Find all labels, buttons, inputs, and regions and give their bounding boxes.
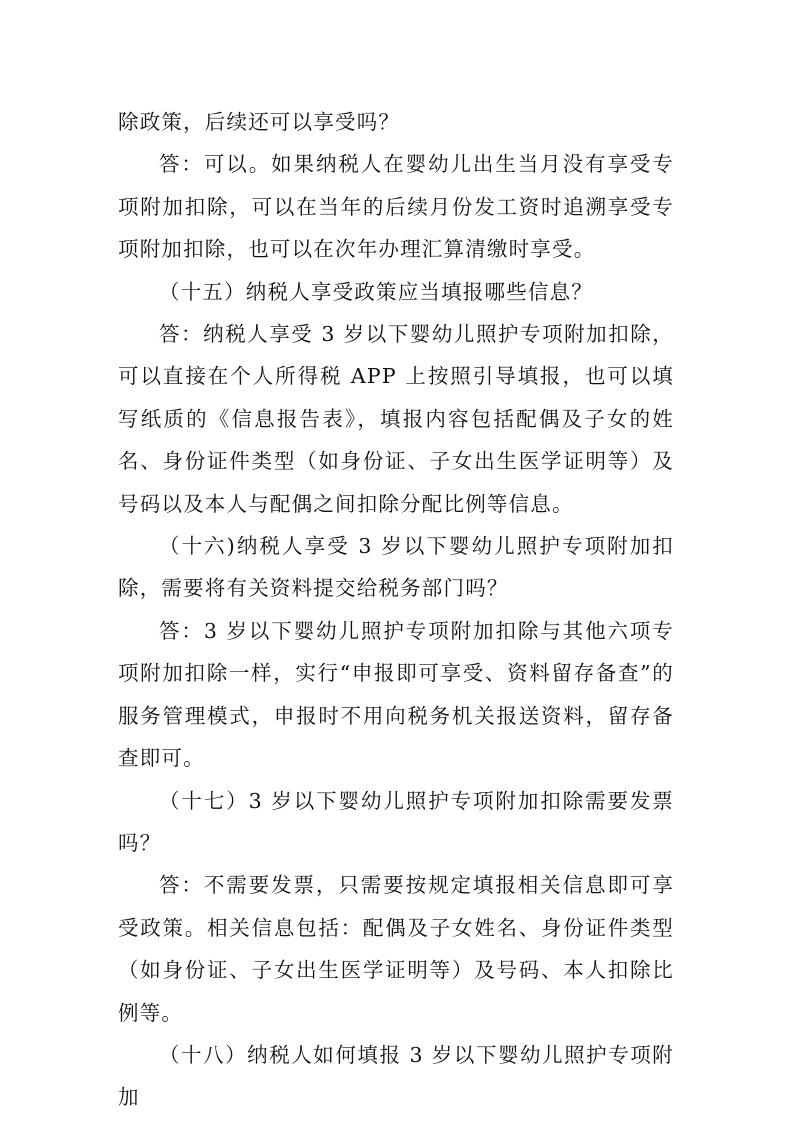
document-page [118, 101, 674, 1119]
question-heading-18: （十八）纳税人如何填报 3 岁以下婴幼儿照护专项附加 [118, 1042, 674, 1110]
question-heading-17: （十七）3 岁以下婴幼儿照护专项附加扣除需要发票吗？ [118, 788, 674, 855]
answer-paragraph: 答：不需要发票，只需要按规定填报相关信息即可享受政策。相关信息包括：配偶及子女姓名、身份证件类型（如身份证、子女出生医学证明等）及号码、本人扣除比例等。 [118, 873, 674, 1025]
question-heading-15: （十五）纳税人享受政策应当填报哪些信息？ [159, 279, 593, 304]
answer-paragraph: 答：可以。如果纳税人在婴幼儿出生当月没有享受专项附加扣除，可以在当年的后续月份发工资时追溯享受专项附加扣除，也可以在次年办理汇算清缴时享受。 [118, 152, 674, 262]
paragraph-continuation: 除政策，后续还可以享受吗？ [118, 110, 401, 134]
answer-paragraph: 答：3 岁以下婴幼儿照护专项附加扣除与其他六项专项附加扣除一样，实行“申报即可享受、资料留存备查”的服务管理模式，申报时不用向税务机关报送资料，留存备查即可。 [118, 618, 674, 771]
answer-paragraph: 答：纳税人享受 3 岁以下婴幼儿照护专项附加扣除，可以直接在个人所得税 APP 上按照引导填报，也可以填写纸质的《信息报告表》，填报内容包括配偶及子女的姓名、身份证件类型（如身份证、子女出生医学证明等）及号码以及本人与配偶之间扣除分配比例等信息。 [118, 322, 674, 516]
question-heading-16: （十六)纳税人享受 3 岁以下婴幼儿照护专项附加扣除，需要将有关资料提交给税务部门吗？ [118, 534, 674, 601]
